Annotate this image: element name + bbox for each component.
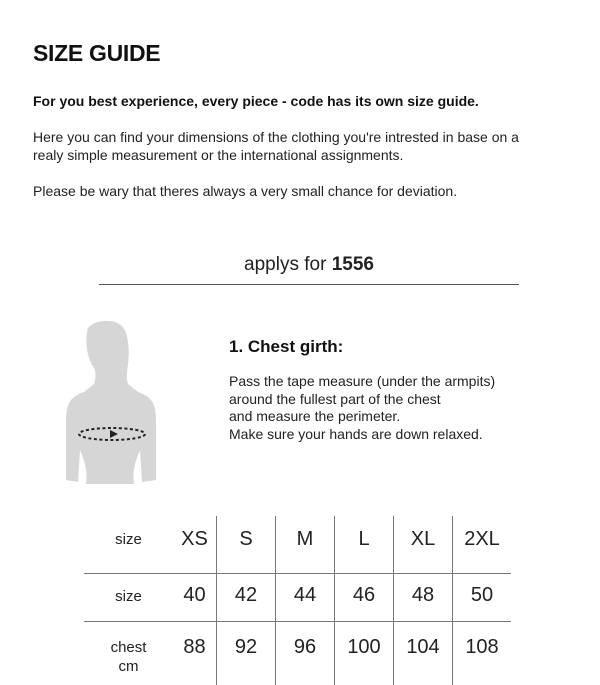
table-cell: 88 — [173, 622, 217, 685]
table-cell: 42 — [217, 574, 276, 622]
table-cell: 108 — [453, 622, 512, 685]
row-label-line: cm — [84, 657, 173, 676]
measurement-title: 1. Chest girth: — [229, 337, 343, 357]
intro-paragraph-line: realy simple measurement or the international assignments. — [33, 146, 573, 164]
table-cell: 44 — [276, 574, 335, 622]
table-cell: XS — [173, 516, 217, 574]
size-table — [84, 516, 511, 685]
table-cell: M — [276, 516, 335, 574]
product-code: 1556 — [332, 254, 374, 275]
row-label: size — [84, 516, 173, 574]
table-cell: 40 — [173, 574, 217, 622]
instruction-line: around the fullest part of the chest — [229, 391, 569, 409]
table-cell: 48 — [394, 574, 453, 622]
page-title: SIZE GUIDE — [33, 40, 160, 67]
table-cell: 46 — [335, 574, 394, 622]
table-cell: 50 — [453, 574, 512, 622]
intro-bold-text: For you best experience, every piece - code has its own size guide. — [33, 93, 479, 109]
silhouette-shape — [66, 321, 156, 484]
table-cell: L — [335, 516, 394, 574]
measurement-instructions — [229, 373, 569, 443]
instruction-line: Pass the tape measure (under the armpits) — [229, 373, 569, 391]
table-cell: 104 — [394, 622, 453, 685]
applies-prefix: applys for — [244, 254, 332, 275]
instruction-line: Make sure your hands are down relaxed. — [229, 426, 569, 444]
table-cell: 92 — [217, 622, 276, 685]
instruction-line: and measure the perimeter. — [229, 408, 569, 426]
row-label: size — [84, 574, 173, 622]
table-row — [84, 622, 511, 685]
intro-paragraph — [33, 128, 573, 164]
applies-heading — [99, 254, 519, 276]
table-row — [84, 516, 511, 574]
chest-measure-figure — [66, 320, 166, 490]
row-label-line: chest — [84, 638, 173, 657]
divider — [99, 284, 519, 285]
table-cell: 96 — [276, 622, 335, 685]
table-cell: S — [217, 516, 276, 574]
row-label — [84, 622, 173, 685]
silhouette-icon — [66, 320, 166, 490]
deviation-note: Please be wary that theres always a very small chance for deviation. — [33, 182, 573, 200]
intro-paragraph-line: Here you can find your dimensions of the clothing you're intrested in base on a — [33, 128, 573, 146]
table-cell: 100 — [335, 622, 394, 685]
table-cell: XL — [394, 516, 453, 574]
table-cell: 2XL — [453, 516, 512, 574]
table-row — [84, 574, 511, 622]
